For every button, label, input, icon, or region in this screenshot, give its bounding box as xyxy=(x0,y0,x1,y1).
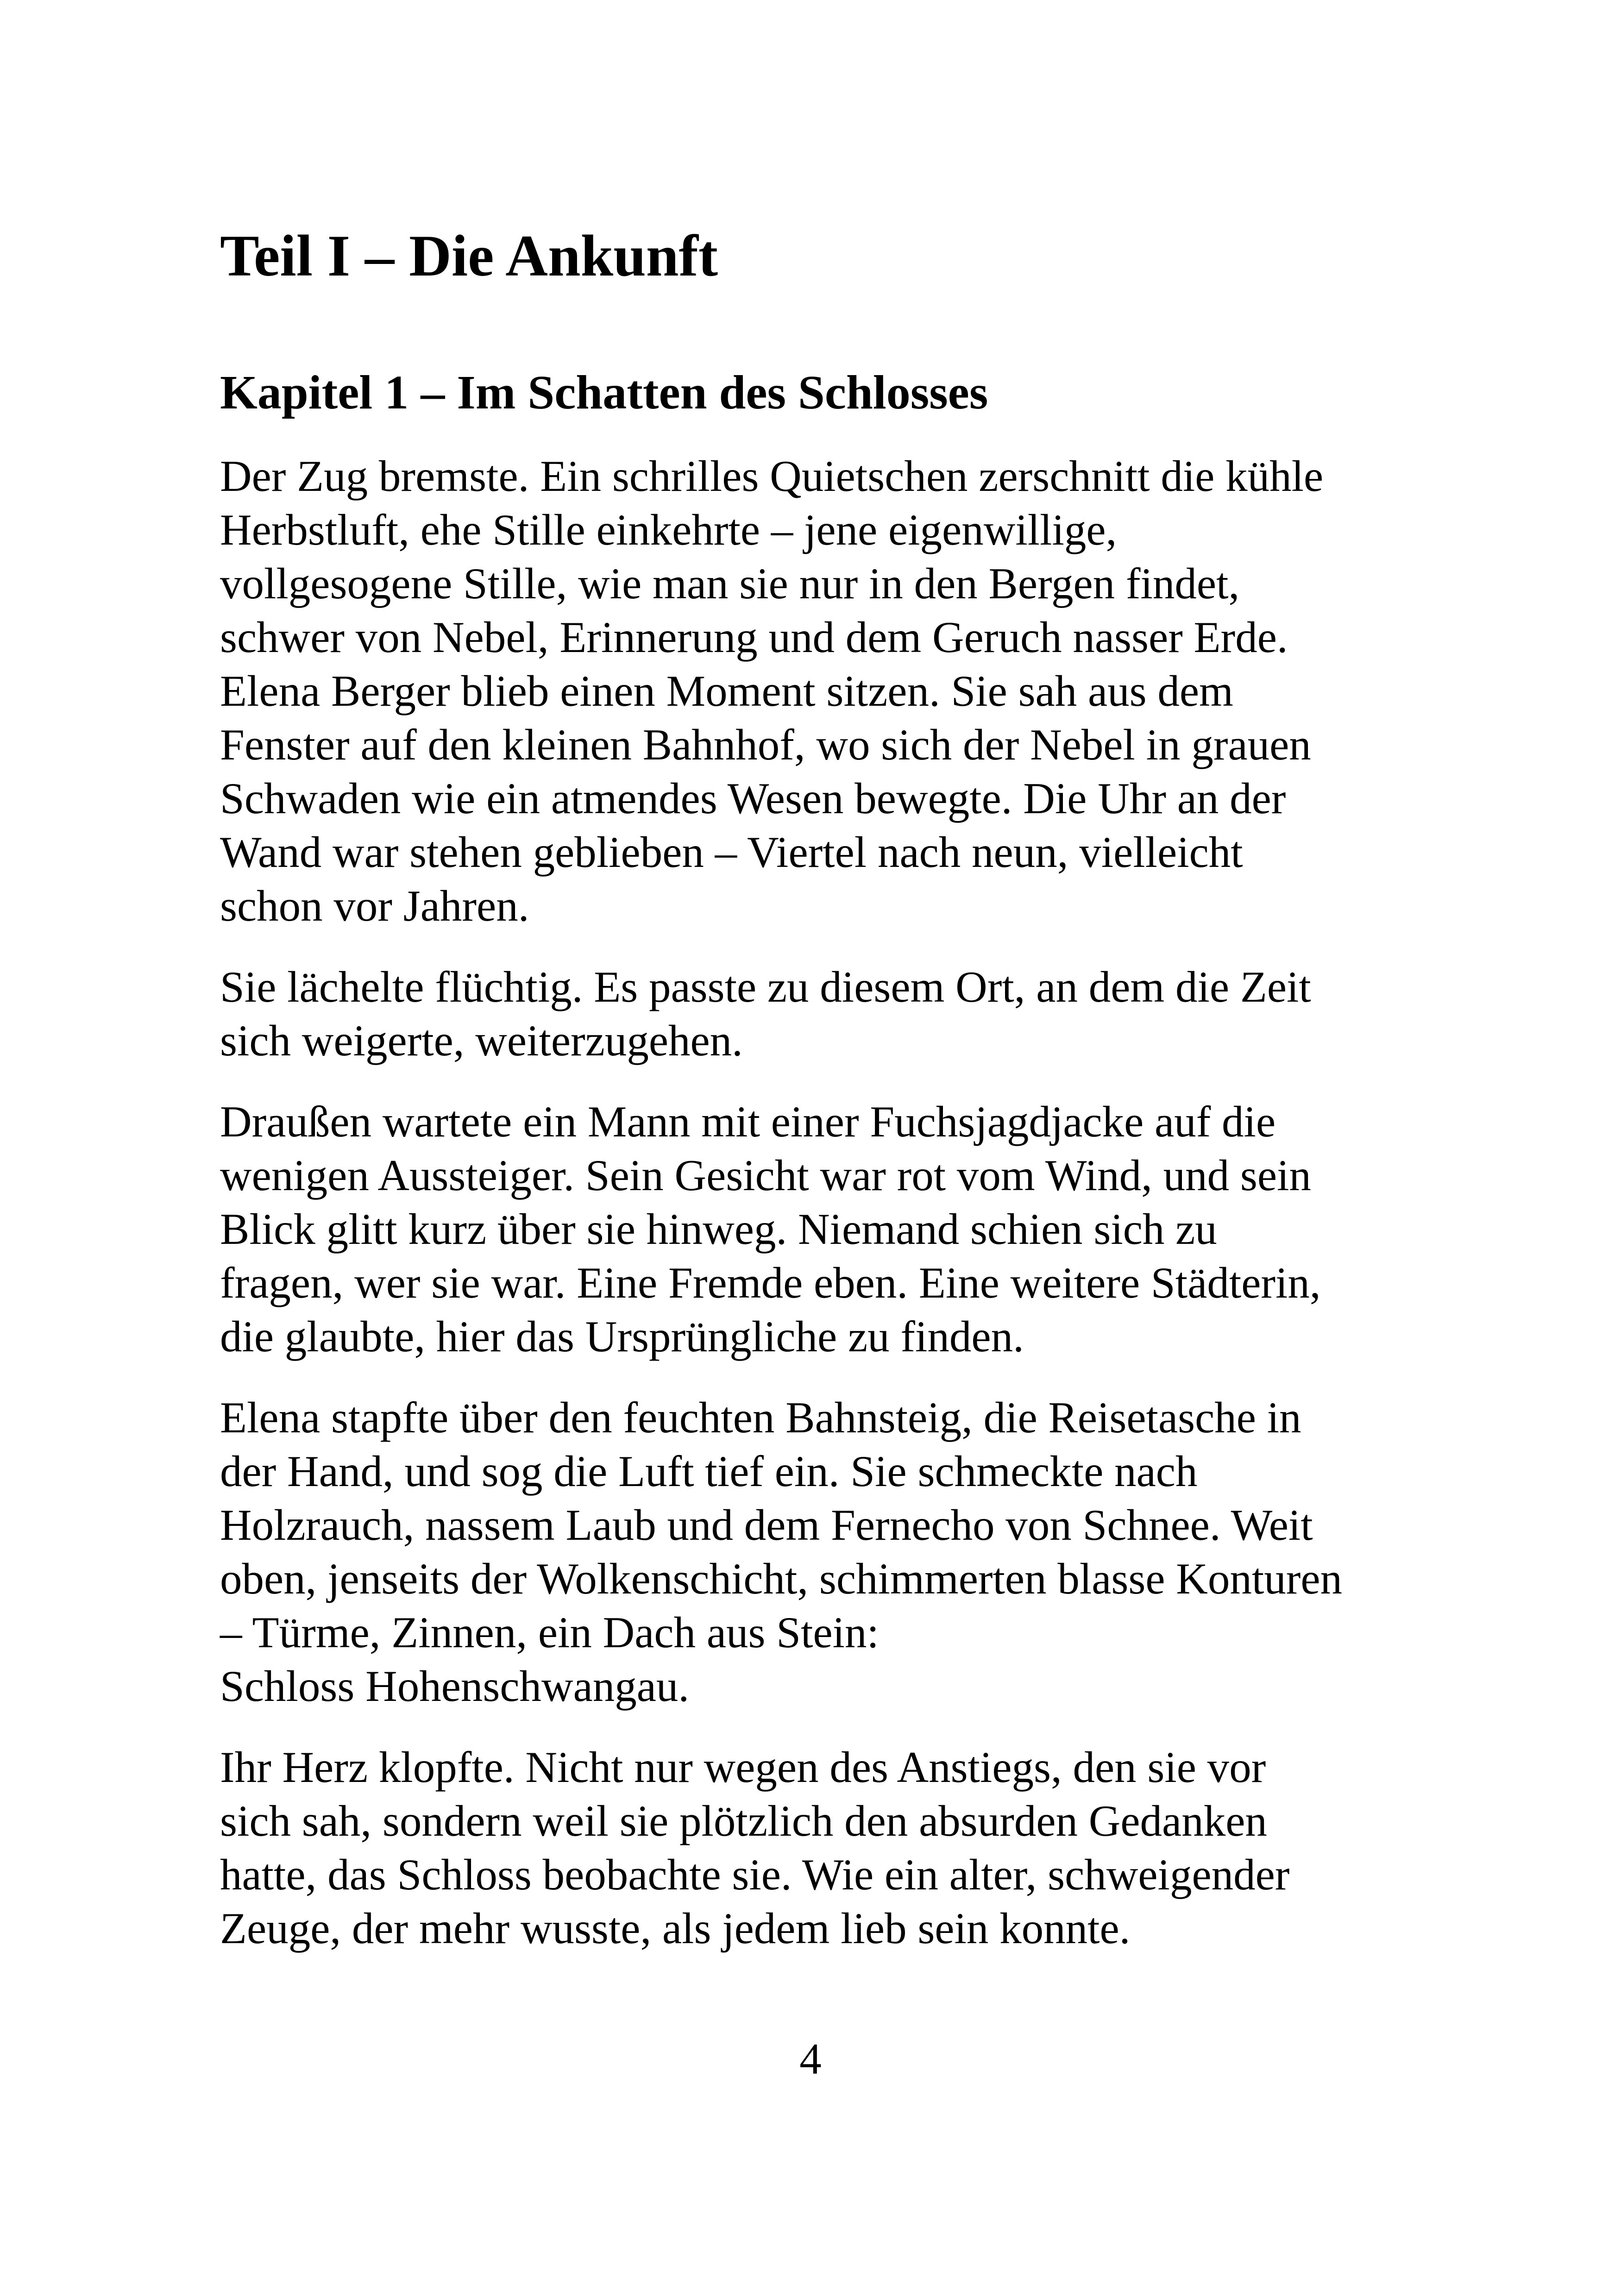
text-line: Blick glitt kurz über sie hinweg. Niemand schien sich zu xyxy=(220,1204,1217,1254)
chapter-title: Kapitel 1 – Im Schatten des Schlosses xyxy=(220,366,988,419)
text-line: Draußen wartete ein Mann mit einer Fuchsjagdjacke auf die xyxy=(220,1097,1276,1146)
text-line: die glaubte, hier das Ursprüngliche zu finden. xyxy=(220,1312,1024,1361)
text-line: Herbstluft, ehe Stille einkehrte – jene eigenwillige, xyxy=(220,505,1117,554)
text-line: sich weigerte, weiterzugehen. xyxy=(220,1016,743,1065)
text-line: – Türme, Zinnen, ein Dach aus Stein: xyxy=(220,1608,879,1657)
paragraph xyxy=(220,960,1443,1067)
text-line: vollgesogene Stille, wie man sie nur in den Bergen findet, xyxy=(220,559,1240,608)
text-line: Schloss Hohenschwangau. xyxy=(220,1662,690,1711)
text-line: schon vor Jahren. xyxy=(220,881,529,930)
text-line: Zeuge, der mehr wusste, als jedem lieb sein konnte. xyxy=(220,1904,1131,1953)
text-line: Ihr Herz klopfte. Nicht nur wegen des Anstiegs, den sie vor xyxy=(220,1743,1266,1792)
text-line: Schwaden wie ein atmendes Wesen bewegte. Die Uhr an der xyxy=(220,774,1286,823)
part-title: Teil I – Die Ankunft xyxy=(220,224,718,289)
text-line: hatte, das Schloss beobachte sie. Wie ein alter, schweigender xyxy=(220,1850,1290,1899)
text-line: fragen, wer sie war. Eine Fremde eben. Eine weitere Städterin, xyxy=(220,1258,1321,1307)
chapter-body xyxy=(220,449,1443,1982)
paragraph xyxy=(220,1095,1443,1363)
text-line: oben, jenseits der Wolkenschicht, schimmerten blasse Konturen xyxy=(220,1554,1343,1603)
text-line: Holzrauch, nassem Laub und dem Fernecho von Schnee. Weit xyxy=(220,1500,1313,1549)
text-line: Wand war stehen geblieben – Viertel nach neun, vielleicht xyxy=(220,828,1243,877)
text-line: wenigen Aussteiger. Sein Gesicht war rot vom Wind, und sein xyxy=(220,1151,1311,1200)
text-line: Sie lächelte flüchtig. Es passte zu diesem Ort, an dem die Zeit xyxy=(220,962,1311,1011)
text-line: Fenster auf den kleinen Bahnhof, wo sich der Nebel in grauen xyxy=(220,720,1311,769)
paragraph xyxy=(220,1740,1443,1955)
text-line: sich sah, sondern weil sie plötzlich den absurden Gedanken xyxy=(220,1796,1267,1845)
text-line: Elena stapfte über den feuchten Bahnsteig, die Reisetasche in xyxy=(220,1393,1301,1442)
paragraph xyxy=(220,449,1443,933)
text-line: Elena Berger blieb einen Moment sitzen. Sie sah aus dem xyxy=(220,666,1233,715)
paragraph xyxy=(220,1391,1443,1713)
page-number: 4 xyxy=(799,2034,822,2083)
text-line: Der Zug bremste. Ein schrilles Quietschen zerschnitt die kühle xyxy=(220,452,1324,501)
text-line: der Hand, und sog die Luft tief ein. Sie schmeckte nach xyxy=(220,1447,1198,1496)
text-line: schwer von Nebel, Erinnerung und dem Geruch nasser Erde. xyxy=(220,613,1288,662)
